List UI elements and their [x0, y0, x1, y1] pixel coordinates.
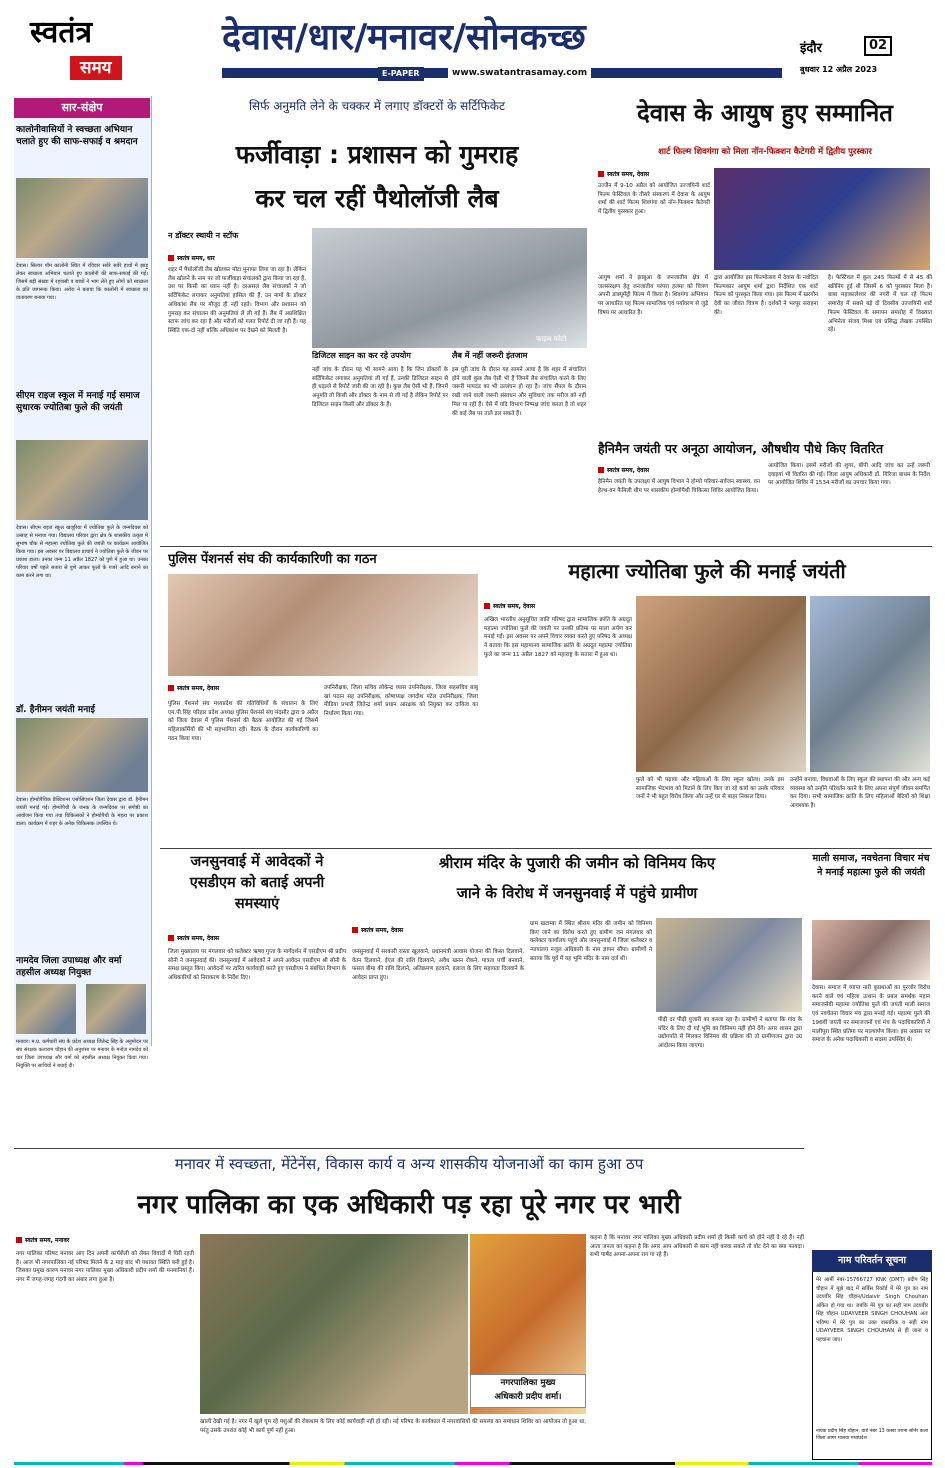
phule-photo — [636, 596, 806, 772]
lab-photo — [312, 228, 587, 348]
ayush-headline: देवास के आयुष हुए सम्मानित — [637, 99, 893, 127]
lab-kicker: सिर्फ अनुमति लेने के चक्कर में लगाए डॉक्टरों के सर्टिफिकेट — [248, 99, 506, 113]
edition-title: देवास/धार/मनावर/सोनकच्छ — [222, 17, 586, 58]
ram-temple-col1: ग्राम खटाम्बा में स्थित श्रीराम मंदिर की जमीन को विनिमय किए जाने का विरोध करते हुए ग्रामीण जन मंगलवार को कलेक्टर कार्यालय पहुंचे और जनसुनवाई में जिला कलेक्टर व न्यायालय नजूल अधिकारी के नाम ज्ञापन सौंपा। ग्रामीणों ने बताया कि पूर्व में यह भूमि मंदिर के नाम दर्ज थी। — [530, 921, 652, 962]
jansunwai-col1: जिला मुख्यालय पर मंगलवार को कलेक्टर ऋषव गुप्ता के मार्गदर्शन में एसडीएम श्री प्रदीप सोनी ने जनसुनवाई की। जनसुनवाई में आवेदकों ने अपने आवेदन एसडीएम श्री सोनी के समक्ष प्रस्तुत किए। आवेदनों पर त्वरित कार्यवाही करते हुए एसडीएम ने संबंधित विभाग के अधिकारियों को निराकरण के निर्देश दिए। — [168, 949, 346, 982]
divider — [160, 848, 932, 849]
manawar-photo — [200, 1234, 468, 1414]
epaper-label: E-PAPER — [378, 67, 424, 81]
lab-col3: इस पूरी जांच के दौरान यह सामने आया है कि शहर में संचालित होने वाली कुछ लैब ऐसी भी हैं जिनमें लैब संचालित करने के लिए जरूरी मापदंड का भी उल्लंघन हो रहा है। जांच सैंपल के दौरान रखी जाने वाली जरूरी संसाधन और सुविधाएं तक मरीज को नहीं मिल पा रही हैं। ऐसे में यदि विभाग निष्पक्ष जांच करता है तो शहर की कई लैब पर ताले डल सकते हैं। — [452, 367, 586, 417]
sidebar-item-body: देवास। सिल्वर पॉम कालोनी स्थित में रविवार सवेरे सवेरे हाथों में झाड़ू लेकर स्वच्छता अभियान चलाते हुए कालोनी की साफ-सफाई की गई। जिसमें बड़ी संख्या में रहवासी व बच्चों ने भाग लेते हुए लोगों को स्वच्छता के प्रति जागरूक किया। अरोरा ने बताया कि कालोनी में स्वच्छता का वातावरण बनाया गया। — [16, 263, 148, 301]
lab-col1: शहर में पैथोलॉजी लैब खोलकर मोटा मुनाफा लिया जा रहा है। लेकिन लैब खोलने के नाम पर जो फर्जीवाड़ा संचालकों द्वारा किया जा रहा है, उस पर किसी का ध्यान नहीं है। दरअसल लैब संचालकों ने जो सर्टिफिकेट लगाकर अनुमतियां हासिल की हैं, उन नामों के डॉक्टर अधिकांश लैब पर मौजूद ही नहीं रहते। विभाग और प्रशासन को गुमराह कर संचालन की अनुमतियां ले ली गई हैं। लैब में अप्रशिक्षित स्टाफ जांच कर रहा है और मरीजों को गलत रिपोर्ट दी जा रही हैं। यह स्थिति एक-दो नहीं बल्कि अधिकांश पर देखने को मिलती है। — [168, 267, 306, 334]
manawar-photo-caption-1: नगरपालिका मुख्य — [500, 1378, 556, 1388]
manawar-col1: नगर पालिका परिषद मनावर आए दिन अपनी कार्यशैली को लेकर विवादों में घिरी रहती है। आज भी नगरपालिका नई परिषद मिलने के 2 माह बाद भी यथावत स्थिति बनी हुई है। जिसका प्रमुख कारण मनावर नगर पालिका मुख्य अधिकारी प्रदीप शर्मा की मनमानियां हैं। नगर में जगह-जगह गंदगी का अंबार लगा हुआ है। — [16, 1251, 194, 1284]
pensioners-headline: पुलिस पेंशनर्स संघ की कार्यकारिणी का गठन — [168, 552, 377, 567]
sidebar-item-headline: डॉ. हैनीमन जयंती मनाई — [16, 705, 95, 715]
sidebar-item-headline: नामदेव जिला उपाध्यक्ष और वर्मा तहसील अध्यक्ष नियुक्त — [16, 956, 122, 978]
ayush-col2: द्वारा आयोजित इस फिल्मोत्सव में देवास के नवोदित फिल्मकार आयुष शर्मा द्वारा निर्देशित एक शार्ट फिल्म को पुरस्कृत किया गया। इस फिल्म में खरगोन देवी का जीवंत चित्रण है। दर्शकों ने भरपूर सराहना की। — [714, 275, 818, 316]
jansunwai-col2: जनसुनवाई में सरकारी रास्ता खुलवाने, प्रधानमंत्री आवास योजना की किस्त दिलवाने, वेतन दिलवाने, ईएल की राशि दिलवाने, अवैध खनन रोकने, पात्रता पर्ची बनवाने, फसल बीमा की राशि दिलाने, अतिक्रमण हटवाने, इलाज के लिए सहायता दिलवाने के आवेदन प्राप्त हुए। — [352, 949, 524, 982]
ayush-col1: आयुष शर्मा ने झाबुआ के जनजातीय क्षेत्र में जलसंरक्षण हेतु जनजातीय परंपरा हलमा को चित्रण अपनी डाक्यूमेंट्री फिल्म में किया है। शिवगंगा अभियान पर आधारित यह फिल्म सामाजिक एवं पर्यावरण से जुड़े विषय पर आधारित है। — [598, 275, 708, 316]
page-number: 02 — [864, 36, 892, 56]
ayush-subhead: शार्ट फिल्म शिवगंगा को मिला नॉन-फिक्शन कैटेगरी में द्वितीय पुरस्कार — [658, 147, 872, 157]
phule-photo — [810, 596, 930, 772]
footer-strip — [14, 1462, 932, 1465]
jansunwai-byline: स्वतंत्र समय, देवास — [168, 934, 346, 942]
ram-temple-headline-1: श्रीराम मंदिर के पुजारी की जमीन को विनिमय किए — [438, 854, 716, 872]
pensioners-photo — [168, 574, 478, 676]
divider — [160, 546, 932, 547]
sidebar-item-headline: कालोनीवासियों ने स्वच्छता अभियान चलाते हुए की साफ-सफाई व श्रमदान — [16, 125, 138, 147]
jansunwai-headline: जनसुनवाई में आवेदकों ने एसडीएम को बताई अपनी समस्याएं — [189, 854, 325, 912]
logo-line1: स्वतंत्र — [30, 15, 93, 50]
manawar-col3: कहना है कि मनावर नगर पालिका मुख्य अधिकारी प्रदीप शर्मा ही किसी कार्य को होने नहीं दे रहे हैं। नहीं आता जनता का कहना है कि अगर आप अधिकारी से काम नहीं करवा सकते तो वोट देने का क्या फायदा। सभी पार्षद अपना-अपना राग गा रहे हैं। — [590, 1235, 804, 1259]
ayush-byline: स्वतंत्र समय, देवास — [598, 170, 710, 178]
pensioners-col1: पुलिस पेंशनर्स संघ मध्यप्रदेश की गतिविधियों के संचालन के लिए एम.पी.सिंह परिहार प्रदेश अध्यक्ष पुलिस पेंशनर्स संघ मंदसौर द्वारा 9 अप्रैल को जिला देवास में पुलिस पेंशनर्स की बैठक आयोजित की गई जिसमें महिलाकर्मियों की भी सहभागिता रही। बैठक के दौरान कार्यकारिणी का गठन किया गया। — [168, 701, 318, 742]
sidebar-item-photo — [16, 984, 76, 1034]
date: बुधवार 12 अप्रैल 2023 — [800, 65, 878, 74]
notice-title: नाम परिवर्तन सूचना — [812, 1250, 932, 1272]
ayush-col3: है। फेस्टिवल में कुल 245 फिल्मों में से 45 की स्क्रीनिंग हुई थी जिसमें 6 को पुरस्कार मिला है। बाबा महाकालेश्वर की नगरी में चल रहे फिल्म समारोह में सबसे बड़े दो दिवसीय उज्जयिनी शार्ट फिल्म फेस्टिवल के समापन समारोह में विख्यात अभिनेता संजय मिश्रा एवं प्रसिद्ध लेखक उपस्थित रहे। — [828, 275, 932, 334]
hahnemann-col2: आयोजित किया। इसमें मरीजों की शुगर, बीपी आदि जांच कर उन्हें जरूरी दवाइयां भी वितरित की गईं। जिला आयुष अधिकारी डॉ. गिरिजा बाथम के निर्देश पर आयोजित शिविर में 1534 मरीजों का उपचार किया गया। — [768, 463, 930, 487]
lab-subhead: न डॉक्टर स्थायी न स्टॉफ — [168, 231, 239, 240]
ram-temple-byline: स्वतंत्र समय, देवास — [352, 926, 524, 934]
hahnemann-byline: स्वतंत्र समय, देवास — [598, 466, 758, 474]
hahnemann-col1: हैनिमैन जयंती के उपलक्ष्य में आयुष विभाग ने होम्यो परिवार-सर्वजन स्वास्थ्य, वन हेल्थ-वन फैमिली थीम पर शासकीय होम्योपैथी चिकित्सा शिविर आयोजित किया। — [598, 479, 760, 494]
lab-col2: नहीं जांच के दौरान यह भी सामने आया है कि जिन डॉक्टरों के सर्टिफिकेट लगाकर अनुमतियां ली गई हैं, उनकी डिजिटल साइन से ही धड़ल्ले से रिपोर्ट जारी की जा रही है। कुछ लैब ऐसी भी हैं, जिनमें अनुमति तो किसी और डॉक्टर के नाम से ली गई है लेकिन रिपोर्ट पर डिजिटल साइन किसी और डॉक्टर के हैं। — [312, 367, 448, 408]
ram-temple-headline-2: जाने के विरोध में जनसुनवाई में पहुंचे ग्रामीण — [456, 884, 698, 902]
website-link[interactable]: www.swatantrasamay.com — [448, 68, 591, 79]
sidebar-item-body: देवास। सीएम राइज स्कूल खजूरिया में ज्योतिबा फुले के जन्मदिवस को उत्साह से मनाया गया। विद्यालय परिवार द्वारा क्षेत्र के शासकीय उत्कृष्ट में सुभाष चौक से महात्मा ज्योतिबा फुले की जयंती पर कार्यक्रम आयोजित किया गया। इस अवसर पर विद्यालय प्राचार्य ने ज्योतिबा फुले के जीवन पर प्रकाश डाला। उनका जन्म 11 अप्रैल 1827 को पुणे में हुआ था। उनका परिवार वर्षों पहले सतारा से पुणे आकर फूलों के गजरे आदि बनाने का काम करने लगा था। — [16, 525, 148, 579]
lab-headline-2: कर चल रहीं पैथोलॉजी लैब — [255, 184, 499, 213]
sidebar-item-photo — [16, 178, 148, 258]
pensioners-col2: उपनिरीक्षक, जिला सचिव लोकेन्द्र व्यास उपनिरीक्षक, जिला सहसचिव बाबू खां पठान सह उपनिरीक्षक, कोषाध्यक्ष जगदीश पटेल उपनिरीक्षक, जिला मीडिया प्रभारी जितेन्द्र शर्मा प्रधान आरक्षक को नियुक्त कर दायित्व का निर्धारण किया गया। — [324, 685, 478, 718]
ram-temple-col3: पीढ़ी दर पीढ़ी पुजारी का कब्जा रहा है। ग्रामीणों ने बताया कि गांव के मंदिर के लिए दी गई भूमि का विनिमय नहीं होने देंगे। अगर शासन द्वारा उद्योगपति से मिलकर विनिमय की प्रक्रिया की तो ग्रामीणजन द्वारा उग्र आंदोलन किया जाएगा। — [658, 1017, 802, 1050]
phule-headline: महात्मा ज्योतिबा फुले की मनाई जयंती — [568, 559, 846, 583]
sidebar-item-body: देवास। होम्योपैथिक प्रैक्टिशनर एसोसिएशन जिला देवास द्वारा डॉ. हैनीमन जयंती मनाई गई। होम्योपैथी के जनक के जन्मदिवस पर संगोष्ठी का आयोजन किया गया तथा चिकित्सकों ने होम्योपैथी के महत्व पर प्रकाश डाला। कार्यक्रम में शहर के अनेक चिकित्सक उपस्थित थे। — [16, 797, 148, 827]
phule-byline: स्वतंत्र समय, देवास — [484, 602, 632, 610]
lab-col2-head: डिजिटल साइन का कर रहे उपयोग — [312, 351, 411, 360]
phule-col3: उन्होंने बनाया, विधवाओं के लिए स्कूल की स्थापना की और अन्य कई व्यवस्था को उन्होंने परिवर्तन करने के लिए अपना संपूर्ण जीवन समर्पित कर दिया। सभी सामाजिक क्रांति के लिए महिलाओं बेटियों को शिक्षा आवश्यक है। — [790, 777, 930, 810]
ayush-lead: उज्जैन में 9-10 अप्रैल को आयोजित उज्जयिनी शार्ट फिल्म फेस्टिवल के तीसरे संस्करण में देवास के आयुष शर्मा की शार्ट फिल्म शिवगंगा को नॉन-फिक्शन कैटेगरी में द्वितीय पुरस्कार हुआ। — [598, 183, 710, 216]
sidebar-item-photo — [86, 984, 146, 1034]
notice-signature: नायक प्रदीप सिंह चौहान, वार्ड नंबर 13 कस्बा तराना सोनेर कला जिला आगर मालवा मध्यप्रदेश — [816, 1429, 928, 1441]
manawar-headline: नगर पालिका का एक अधिकारी पड़ रहा पूरे नगर पर भारी — [137, 1190, 681, 1220]
divider — [14, 1148, 804, 1149]
manawar-kicker: मनावर में स्वच्छता, मेंटेनेंस, विकास कार्य व अन्य शासकीय योजनाओं का काम हुआ ठप — [174, 1155, 644, 1173]
lab-byline: स्वतंत्र समय, धार — [168, 254, 308, 262]
notice-body: मेरे आर्मी नंबर-15766727 KNK (DMT) प्रदीप सिंह चौहान में मुझे बाद में सर्विस रिकॉर्ड में मेरे पुत्र का नाम उदयवीर सिंह चौहान/Udaivir Singh Chouhan अंकित हो गया था। जबकि मेरे पुत्र का सही नाम उदयवीर सिंह चौहान UDAYVEER SINGH CHOUHAN अतः भविष्य में मेरे पुत्र का उक्त वास्तविक व सही नाम UDAYVEER SINGH CHOUHAN से ही जाना व पहचाना जाए। — [816, 1277, 928, 1343]
pensioners-byline: स्वतंत्र समय, देवास — [168, 684, 318, 692]
ayush-photo — [714, 168, 930, 270]
lab-headline-1: फर्जीवाड़ा : प्रशासन को गुमराह — [235, 140, 519, 169]
sidebar-item-headline: सीएम राइज स्कूल में मनाई गई समाज सुधारक ज्योतिबा फुले की जयंती — [16, 391, 140, 413]
mali-headline: माली समाज, नवचेतना विचार मंच ने मनाई महात्मा फुले की जयंती — [812, 853, 930, 878]
logo-line2: समय — [70, 56, 122, 80]
sidebar-item-body: मनावर। म.प्र. कर्मचारी संघ के प्रदेश अध्यक्ष जितेन्द्र सिंह के अनुमोदन पर संघ संरक्षक कलाराम चौहान की अनुशंसा पर मनावर के मनोज नामदेव को धार जिला उपाध्यक्ष और वर्मा को तहसील अध्यक्ष नियुक्त किया गया। नियुक्ति पर साथियों ने बधाई दी। — [16, 1039, 148, 1069]
manawar-col2: खाली देखी गई है। नगर में खुले घूम रहे पशुओं की रोकथाम के लिए कोई कार्यवाही नहीं हो रही। नई परिषद के कार्यकाल में नगरवासियों की समस्या का समाधान शिविर का आयोजन तो हुआ था, परंतु उसके उपरांत कोई भी कार्य पूर्ण नहीं हुआ। — [200, 1419, 586, 1434]
sidebar-item-photo — [16, 440, 148, 520]
sidebar-title: सार-संक्षेप — [14, 98, 150, 118]
mali-body: देवास। समाज में व्याप्त नारी कुप्रथाओं का पुरजोर विरोध करने वाले एवं महिला उत्थान के प्रबल समर्थक महान समाजसेवी महात्मा ज्योतिबा फुले की जयंती माली समाज एवं नवचेतना विचार मंच द्वारा मनाई गई। महात्मा फुले की 196वीं जयंती पर समाजजनों एवं मंच के पदाधिकारियों ने मालीपुरा स्थित प्रतिमा पर माल्यार्पण किया। इस अवसर पर समाज के अनेक पदाधिकारी व सदस्य उपस्थित थे। — [812, 985, 930, 1044]
logo — [30, 14, 160, 84]
lab-photo-caption: फाइल फोटो — [536, 335, 567, 343]
city: इंदौर — [800, 41, 822, 56]
manawar-photo-caption-2: अधिकारी प्रदीप शर्मा। — [494, 1392, 562, 1402]
phule-col1: अखिल भारतीय अनुसूचित जाति परिषद द्वारा सामाजिक क्रांति के अग्रदूत महात्मा ज्योतिबा फुले की जयंती पर उनकी प्रतिमा पर माला अर्पण कर मनाई गई। इस अवसर पर अपने विचार व्यक्त करते हुए परिषद के अध्यक्ष ने बताया कि इस महामानव सामाजिक क्रांति के अग्रदूत महात्मा ज्योतिबा फुले का जन्म 11 अप्रैल 1827 को महाराष्ट्र के सतारा में हुआ था। — [484, 617, 632, 658]
masthead — [0, 0, 945, 90]
sidebar-item-photo — [16, 718, 148, 792]
manawar-byline: स्वतंत्र समय, मनावर — [16, 1236, 186, 1244]
mali-photo — [812, 920, 930, 980]
lab-col3-head: लैब में नहीं जरूरी इंतजाम — [452, 351, 528, 360]
hahnemann-headline: हैनिमैन जयंती पर अनूठा आयोजन, औषधीय पौधे किए वितरित — [598, 441, 884, 456]
phule-col2: फुले को भी पढ़ाया और महिलाओं के लिए स्कूल खोला। उनके इस सामाजिक भेदभाव को मिटाने के लिए किए जा रहे कार्य का उनके परिवार जनों ने भी बहुत विरोध किया और उन्हें घर से बाहर निकाल दिया। — [636, 777, 784, 801]
ram-temple-photo — [656, 918, 802, 1012]
